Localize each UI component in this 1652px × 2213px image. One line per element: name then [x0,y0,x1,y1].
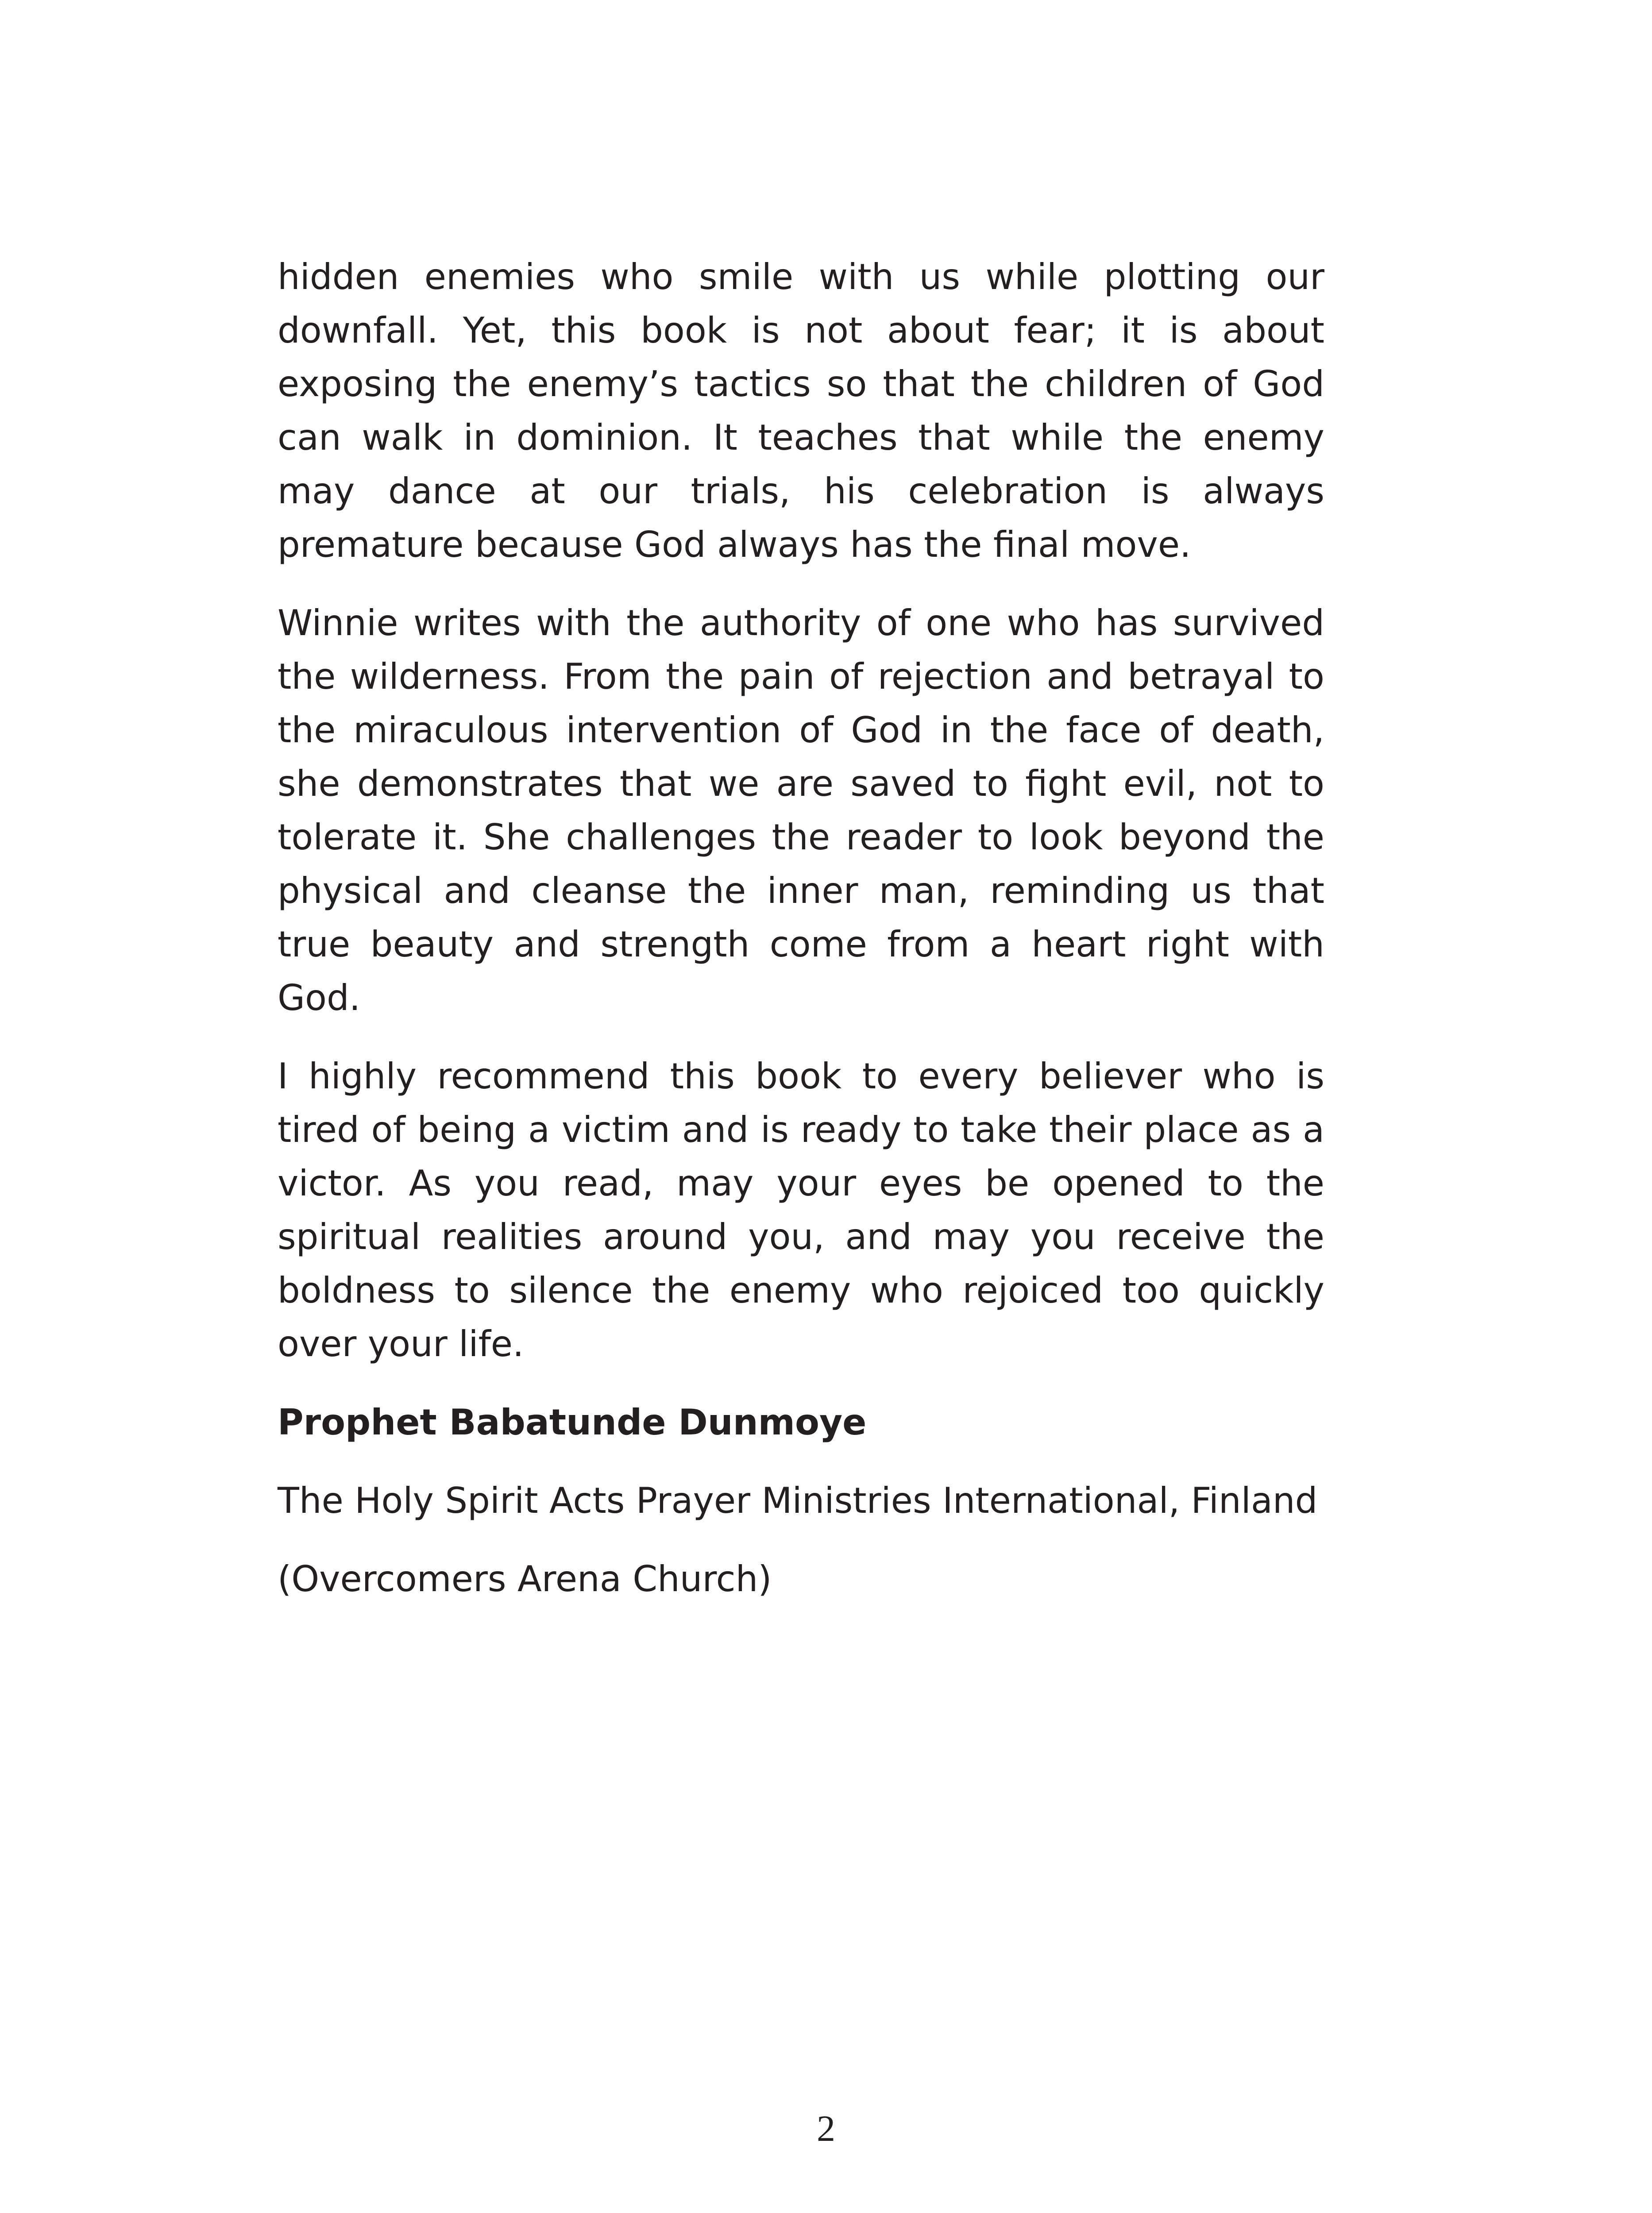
signature-name: Prophet Babatunde Dunmoye [278,1402,867,1443]
paragraph: hidden enemies who smile with us while plotting our downfall. Yet, this book is not about fear; it is about exposing the enemy’s tactics so that the children of God can walk in dominion. It teaches that while the enemy may dance at our trials, his celebration is always premature because God always has the final move. [278,256,1324,565]
page-number: 2 [817,2108,835,2149]
paragraph: Winnie writes with the authority of one who has survived the wilderness. From the pain of rejection and betrayal to the miraculous intervention of God in the face of death, she demonstrates that we are saved to fight evil, not to tolerate it. She challenges the reader to look beyond the physical and cleanse the inner man, reminding us that true beauty and strength come from a heart right with God. [278,602,1324,1018]
signature-organization: The Holy Spirit Acts Prayer Ministries International, Finland [278,1480,1318,1521]
paragraph: I highly recommend this book to every believer who is tired of being a victim and is ready to take their place as a victor. As you read, may your eyes be opened to the spiritual realities around you, and may you receive the boldness to silence the enemy who rejoiced too quickly over your life. [278,1056,1324,1365]
foreword-text [278,250,1324,1606]
signature-church: (Overcomers Arena Church) [278,1558,772,1600]
